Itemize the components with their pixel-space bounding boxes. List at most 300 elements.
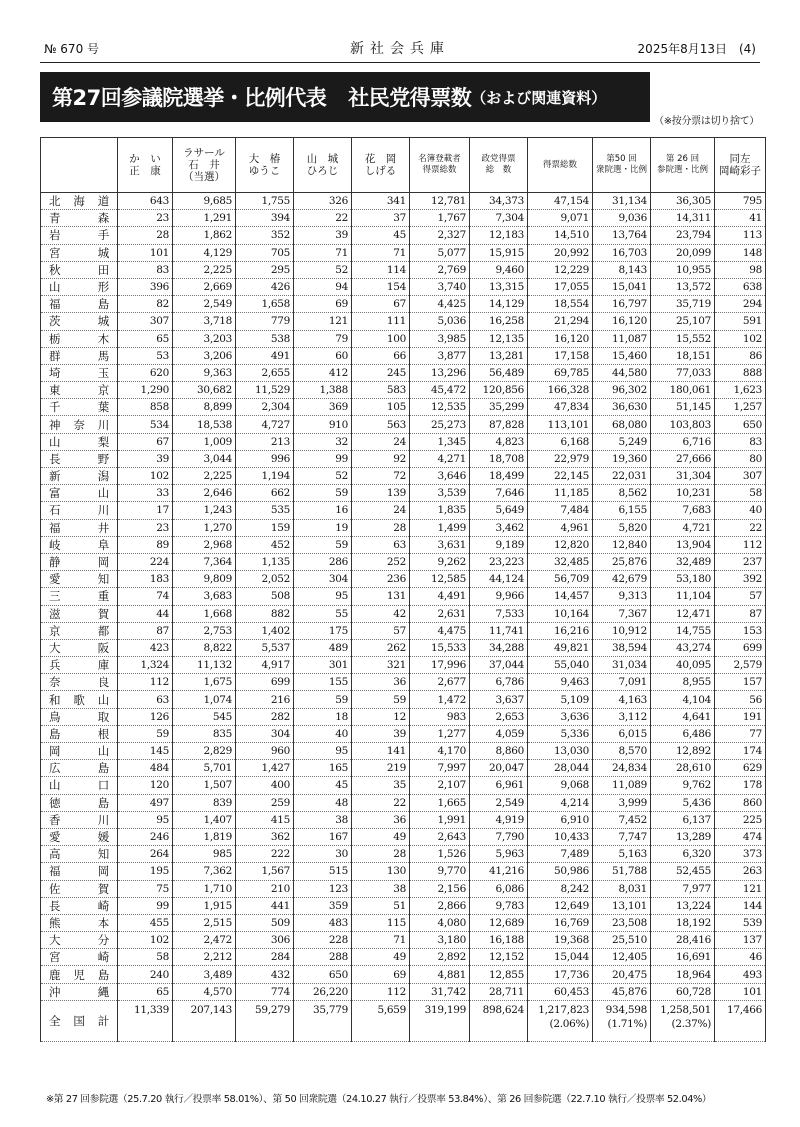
table-row [41, 674, 766, 691]
vote-count-cell: 245 [352, 364, 410, 381]
column-header-line: 政党得票 [481, 154, 516, 164]
vote-count-cell: 80 [715, 450, 766, 467]
vote-count-cell: 509 [236, 914, 294, 931]
vote-count-cell: 18 [294, 708, 352, 725]
vote-count-cell: 121 [715, 880, 766, 897]
column-header-line: しげる [364, 165, 397, 177]
vote-count-cell: 1,427 [236, 760, 294, 777]
table-row [41, 571, 766, 588]
vote-count-cell: 5,649 [470, 502, 528, 519]
vote-count-cell: 7,646 [470, 485, 528, 502]
prefecture-name: 三重 [41, 588, 118, 605]
column-header [528, 138, 593, 193]
vote-count-cell: 121 [294, 313, 352, 330]
vote-count-cell: 113 [715, 227, 766, 244]
vote-count-cell: 795 [715, 193, 766, 210]
vote-count-cell: 52,455 [651, 863, 715, 880]
vote-count-cell: 20,992 [528, 244, 593, 261]
vote-share-percent: (1.71%) [607, 1017, 647, 1030]
vote-count-cell: 5,336 [528, 725, 593, 742]
table-row [41, 468, 766, 485]
vote-count-cell: 18,192 [651, 914, 715, 931]
table-row [41, 760, 766, 777]
vote-count-cell: 167 [294, 828, 352, 845]
total-value-cell [651, 1000, 715, 1041]
vote-count-cell: 17,055 [528, 278, 593, 295]
vote-count-cell: 2,646 [173, 485, 236, 502]
column-header [593, 138, 651, 193]
vote-count-cell: 16,703 [593, 244, 651, 261]
vote-count-cell: 145 [118, 743, 173, 760]
vote-count-cell: 10,955 [651, 261, 715, 278]
vote-count-cell: 423 [118, 639, 173, 656]
vote-count-cell: 30 [294, 846, 352, 863]
header-rule [40, 62, 760, 63]
vote-count-cell: 16 [294, 502, 352, 519]
vote-count-cell: 43,274 [651, 639, 715, 656]
vote-count-cell: 41 [715, 210, 766, 227]
table-row [41, 880, 766, 897]
table-row [41, 657, 766, 674]
vote-table [40, 137, 766, 1042]
vote-count-cell: 154 [352, 278, 410, 295]
vote-count-cell: 16,120 [528, 330, 593, 347]
vote-count-cell: 100 [352, 330, 410, 347]
vote-count-cell: 1,291 [173, 210, 236, 227]
vote-count-cell: 16,216 [528, 622, 593, 639]
vote-count-cell: 13,296 [410, 364, 470, 381]
vote-count-cell: 77 [715, 725, 766, 742]
vote-count-cell: 40 [294, 725, 352, 742]
vote-count-cell: 2,472 [173, 932, 236, 949]
vote-count-cell: 38 [294, 811, 352, 828]
vote-count-cell: 1,567 [236, 863, 294, 880]
table-row [41, 949, 766, 966]
prefecture-name: 山梨 [41, 433, 118, 450]
vote-count-cell: 1,668 [173, 605, 236, 622]
vote-count-cell: 22 [352, 794, 410, 811]
vote-count-cell: 37 [352, 210, 410, 227]
prefecture-name: 奈良 [41, 674, 118, 691]
table-row [41, 399, 766, 416]
vote-count-cell: 52 [294, 468, 352, 485]
vote-count-cell: 56 [715, 691, 766, 708]
vote-count-cell: 888 [715, 364, 766, 381]
prefecture-name: 鳥取 [41, 708, 118, 725]
vote-count-cell: 534 [118, 416, 173, 433]
vote-count-cell: 643 [118, 193, 173, 210]
table-row [41, 897, 766, 914]
vote-count-cell: 12,840 [593, 536, 651, 553]
vote-count-cell: 14,510 [528, 227, 593, 244]
vote-count-cell: 6,961 [470, 777, 528, 794]
vote-count-cell: 9,685 [173, 193, 236, 210]
column-header-line: 衆院選・比例 [595, 165, 647, 175]
vote-count-cell: 3,740 [410, 278, 470, 295]
vote-count-cell: 87 [118, 622, 173, 639]
table-row [41, 210, 766, 227]
vote-count-cell: 12,820 [528, 536, 593, 553]
vote-count-cell: 55 [294, 605, 352, 622]
vote-count-cell: 102 [118, 468, 173, 485]
vote-count-cell: 7,977 [651, 880, 715, 897]
vote-count-cell: 11,087 [593, 330, 651, 347]
vote-count-cell: 60 [294, 347, 352, 364]
vote-count-cell: 31,742 [410, 983, 470, 1000]
prefecture-name: 茨城 [41, 313, 118, 330]
vote-count-cell: 96,302 [593, 382, 651, 399]
vote-count-cell: 16,120 [593, 313, 651, 330]
prefecture-name: 栃木 [41, 330, 118, 347]
vote-count-cell: 535 [236, 502, 294, 519]
vote-count-cell: 2,753 [173, 622, 236, 639]
vote-count-cell: 1,135 [236, 553, 294, 570]
vote-count-cell: 28,610 [651, 760, 715, 777]
vote-count-cell: 396 [118, 278, 173, 295]
vote-count-cell: 6,910 [528, 811, 593, 828]
vote-count-cell: 11,741 [470, 622, 528, 639]
vote-count-cell: 295 [236, 261, 294, 278]
vote-count-cell: 65 [118, 330, 173, 347]
vote-count-cell: 8,242 [528, 880, 593, 897]
vote-count-cell: 63 [118, 691, 173, 708]
vote-count-cell: 3,489 [173, 966, 236, 983]
vote-count-cell: 1,862 [173, 227, 236, 244]
vote-count-cell: 27,666 [651, 450, 715, 467]
vote-count-cell: 24,834 [593, 760, 651, 777]
vote-count-cell: 12,183 [470, 227, 528, 244]
vote-count-cell: 126 [118, 708, 173, 725]
vote-count-cell: 14,129 [470, 296, 528, 313]
vote-count-cell: 34,288 [470, 639, 528, 656]
vote-count-cell: 67 [352, 296, 410, 313]
vote-count-cell: 47,154 [528, 193, 593, 210]
vote-count-cell: 77,033 [651, 364, 715, 381]
vote-count-cell: 985 [173, 846, 236, 863]
prefecture-name: 岩手 [41, 227, 118, 244]
vote-count-cell: 259 [236, 794, 294, 811]
vote-count-cell: 400 [236, 777, 294, 794]
table-row [41, 811, 766, 828]
vote-count-cell: 155 [294, 674, 352, 691]
vote-count-cell: 56,489 [470, 364, 528, 381]
column-header [294, 138, 352, 193]
vote-count-cell: 6,168 [528, 433, 593, 450]
vote-count-cell: 5,963 [470, 846, 528, 863]
column-header-line: 第 26 回 [665, 154, 700, 164]
vote-count-cell: 1,277 [410, 725, 470, 742]
vote-count-cell: 44,580 [593, 364, 651, 381]
vote-count-cell: 58 [118, 949, 173, 966]
vote-count-cell: 102 [715, 330, 766, 347]
vote-count-cell: 28,044 [528, 760, 593, 777]
vote-count-cell: 13,281 [470, 347, 528, 364]
vote-count-cell: 224 [118, 553, 173, 570]
vote-count-cell: 1,915 [173, 897, 236, 914]
vote-count-cell: 415 [236, 811, 294, 828]
vote-count-cell: 2,643 [410, 828, 470, 845]
vote-count-cell: 3,180 [410, 932, 470, 949]
vote-count-cell: 53 [118, 347, 173, 364]
vote-count-cell: 59 [294, 536, 352, 553]
vote-count-cell: 629 [715, 760, 766, 777]
vote-count-cell: 39 [118, 450, 173, 467]
table-row [41, 364, 766, 381]
vote-count-cell: 219 [352, 760, 410, 777]
prefecture-name: 山形 [41, 278, 118, 295]
total-value-cell [410, 1000, 470, 1041]
vote-count-cell: 9,762 [651, 777, 715, 794]
vote-count-cell: 1,402 [236, 622, 294, 639]
vote-count-cell: 369 [294, 399, 352, 416]
vote-count-cell: 45 [294, 777, 352, 794]
prefecture-name: 兵庫 [41, 657, 118, 674]
vote-count-cell: 40,095 [651, 657, 715, 674]
table-header-row [41, 138, 766, 193]
vote-count-cell: 35,719 [651, 296, 715, 313]
column-header [118, 138, 173, 193]
vote-count-cell: 455 [118, 914, 173, 931]
vote-count-cell: 6,716 [651, 433, 715, 450]
vote-count-cell: 508 [236, 588, 294, 605]
vote-count-cell: 44 [118, 605, 173, 622]
total-value: 934,598 [605, 1003, 647, 1016]
vote-count-cell: 52 [294, 261, 352, 278]
vote-count-cell: 31,134 [593, 193, 651, 210]
prefecture-name: 富山 [41, 485, 118, 502]
table-row [41, 622, 766, 639]
vote-count-cell: 71 [294, 244, 352, 261]
vote-count-cell: 263 [715, 863, 766, 880]
vote-count-cell: 22,145 [528, 468, 593, 485]
vote-count-cell: 650 [715, 416, 766, 433]
total-value: 35,779 [313, 1003, 348, 1016]
vote-count-cell: 563 [352, 416, 410, 433]
vote-count-cell: 8,031 [593, 880, 651, 897]
vote-count-cell: 240 [118, 966, 173, 983]
vote-count-cell: 779 [236, 313, 294, 330]
vote-count-cell: 288 [294, 949, 352, 966]
vote-count-cell: 9,809 [173, 571, 236, 588]
vote-count-cell: 112 [352, 983, 410, 1000]
vote-count-cell: 8,562 [593, 485, 651, 502]
vote-count-cell: 9,463 [528, 674, 593, 691]
vote-count-cell: 12,689 [470, 914, 528, 931]
vote-count-cell: 18,499 [470, 468, 528, 485]
vote-count-cell: 284 [236, 949, 294, 966]
table-row [41, 932, 766, 949]
vote-count-cell: 4,961 [528, 519, 593, 536]
vote-count-cell: 112 [118, 674, 173, 691]
prefecture-name: 愛知 [41, 571, 118, 588]
vote-count-cell: 359 [294, 897, 352, 914]
column-header [236, 138, 294, 193]
vote-count-cell: 264 [118, 846, 173, 863]
vote-count-cell: 2,669 [173, 278, 236, 295]
vote-count-cell: 237 [715, 553, 766, 570]
vote-count-cell: 51,145 [651, 399, 715, 416]
vote-count-cell: 321 [352, 657, 410, 674]
table-row [41, 244, 766, 261]
vote-count-cell: 307 [118, 313, 173, 330]
vote-count-cell: 13,572 [651, 278, 715, 295]
vote-count-cell: 860 [715, 794, 766, 811]
vote-count-cell: 484 [118, 760, 173, 777]
vote-count-cell: 1,991 [410, 811, 470, 828]
vote-count-cell: 4,129 [173, 244, 236, 261]
column-header-line: 岡崎彩子 [719, 165, 761, 177]
column-header-line: 石 井 [188, 159, 220, 171]
vote-count-cell: 352 [236, 227, 294, 244]
prefecture-name: 大阪 [41, 639, 118, 656]
column-header-line: ひろじ [306, 165, 339, 177]
vote-count-cell: 13,289 [651, 828, 715, 845]
table-body [41, 193, 766, 1042]
total-row [41, 1000, 766, 1041]
article-title-banner [40, 72, 650, 122]
vote-count-cell: 262 [352, 639, 410, 656]
vote-count-cell: 18,708 [470, 450, 528, 467]
vote-count-cell: 31,034 [593, 657, 651, 674]
vote-count-cell: 432 [236, 966, 294, 983]
vote-count-cell: 1,675 [173, 674, 236, 691]
vote-count-cell: 286 [294, 553, 352, 570]
vote-count-cell: 15,041 [593, 278, 651, 295]
total-value-cell [118, 1000, 173, 1041]
total-value-cell [236, 1000, 294, 1041]
title-sub: 社民党得票数 [348, 86, 472, 110]
prefecture-name: 和歌山 [41, 691, 118, 708]
vote-count-cell: 139 [352, 485, 410, 502]
total-value: 11,339 [134, 1003, 169, 1016]
vote-count-cell: 51,788 [593, 863, 651, 880]
table-row [41, 450, 766, 467]
vote-count-cell: 3,044 [173, 450, 236, 467]
prefecture-name: 神奈川 [41, 416, 118, 433]
vote-count-cell: 1,407 [173, 811, 236, 828]
vote-count-cell: 165 [294, 760, 352, 777]
vote-count-cell: 2,655 [236, 364, 294, 381]
column-header-line: 大 椿 [248, 153, 281, 165]
rounding-note: （※按分票は切り捨て） [654, 116, 760, 127]
vote-count-cell: 75 [118, 880, 173, 897]
table-row [41, 485, 766, 502]
total-value: 59,279 [255, 1003, 290, 1016]
column-header [651, 138, 715, 193]
prefecture-name: 沖縄 [41, 983, 118, 1000]
column-header-line: 得票総数 [542, 159, 577, 170]
vote-count-cell: 13,904 [651, 536, 715, 553]
vote-count-cell: 23,794 [651, 227, 715, 244]
vote-count-cell: 51 [352, 897, 410, 914]
vote-count-cell: 3,646 [410, 468, 470, 485]
vote-count-cell: 705 [236, 244, 294, 261]
vote-count-cell: 4,475 [410, 622, 470, 639]
vote-count-cell: 23 [118, 210, 173, 227]
vote-count-cell: 101 [118, 244, 173, 261]
vote-count-cell: 983 [410, 708, 470, 725]
vote-count-cell: 7,304 [470, 210, 528, 227]
vote-count-cell: 1,507 [173, 777, 236, 794]
vote-count-cell: 225 [715, 811, 766, 828]
vote-count-cell: 3,999 [593, 794, 651, 811]
vote-count-cell: 157 [715, 674, 766, 691]
vote-count-cell: 28 [352, 846, 410, 863]
vote-count-cell: 123 [294, 880, 352, 897]
vote-count-cell: 44,124 [470, 571, 528, 588]
vote-count-cell: 6,320 [651, 846, 715, 863]
vote-count-cell: 114 [352, 261, 410, 278]
vote-count-cell: 159 [236, 519, 294, 536]
total-value-cell [173, 1000, 236, 1041]
vote-count-cell: 9,262 [410, 553, 470, 570]
vote-count-cell: 1,472 [410, 691, 470, 708]
vote-count-cell: 11,185 [528, 485, 593, 502]
vote-count-cell: 4,881 [410, 966, 470, 983]
vote-count-cell: 9,036 [593, 210, 651, 227]
vote-count-cell: 3,636 [528, 708, 593, 725]
vote-count-cell: 7,364 [173, 553, 236, 570]
vote-count-cell: 1,345 [410, 433, 470, 450]
vote-count-cell: 25,876 [593, 553, 651, 570]
vote-count-cell: 1,388 [294, 382, 352, 399]
vote-count-cell: 341 [352, 193, 410, 210]
prefecture-name: 島根 [41, 725, 118, 742]
total-label: 全国計 [41, 1000, 118, 1041]
column-header-line: 正 康 [129, 165, 161, 177]
vote-count-cell: 910 [294, 416, 352, 433]
column-header-line: ラサール [183, 147, 225, 159]
prefecture-name: 東京 [41, 382, 118, 399]
total-value-cell [470, 1000, 528, 1041]
vote-count-cell: 33 [118, 485, 173, 502]
vote-count-cell: 4,727 [236, 416, 294, 433]
vote-count-cell: 2,225 [173, 468, 236, 485]
vote-count-cell: 20,047 [470, 760, 528, 777]
vote-count-cell: 99 [294, 450, 352, 467]
prefecture-name: 京都 [41, 622, 118, 639]
vote-count-cell: 474 [715, 828, 766, 845]
vote-count-cell: 25,107 [651, 313, 715, 330]
table-row [41, 691, 766, 708]
vote-count-cell: 69,785 [528, 364, 593, 381]
vote-count-cell: 2,327 [410, 227, 470, 244]
prefecture-name: 宮崎 [41, 949, 118, 966]
table-row [41, 536, 766, 553]
vote-count-cell: 6,486 [651, 725, 715, 742]
vote-count-cell: 59 [294, 485, 352, 502]
vote-count-cell: 39 [294, 227, 352, 244]
vote-count-cell: 19 [294, 519, 352, 536]
vote-count-cell: 591 [715, 313, 766, 330]
table-row [41, 743, 766, 760]
vote-count-cell: 638 [715, 278, 766, 295]
vote-count-cell: 960 [236, 743, 294, 760]
vote-count-cell: 16,797 [593, 296, 651, 313]
vote-count-cell: 538 [236, 330, 294, 347]
vote-count-cell: 15,460 [593, 347, 651, 364]
vote-count-cell: 2,631 [410, 605, 470, 622]
prefecture-name: 岐阜 [41, 536, 118, 553]
vote-count-cell: 22 [715, 519, 766, 536]
vote-count-cell: 1,658 [236, 296, 294, 313]
vote-count-cell: 699 [715, 639, 766, 656]
vote-count-cell: 4,721 [651, 519, 715, 536]
vote-count-cell: 36,305 [651, 193, 715, 210]
column-header [470, 138, 528, 193]
vote-count-cell: 131 [352, 588, 410, 605]
vote-count-cell: 55,040 [528, 657, 593, 674]
